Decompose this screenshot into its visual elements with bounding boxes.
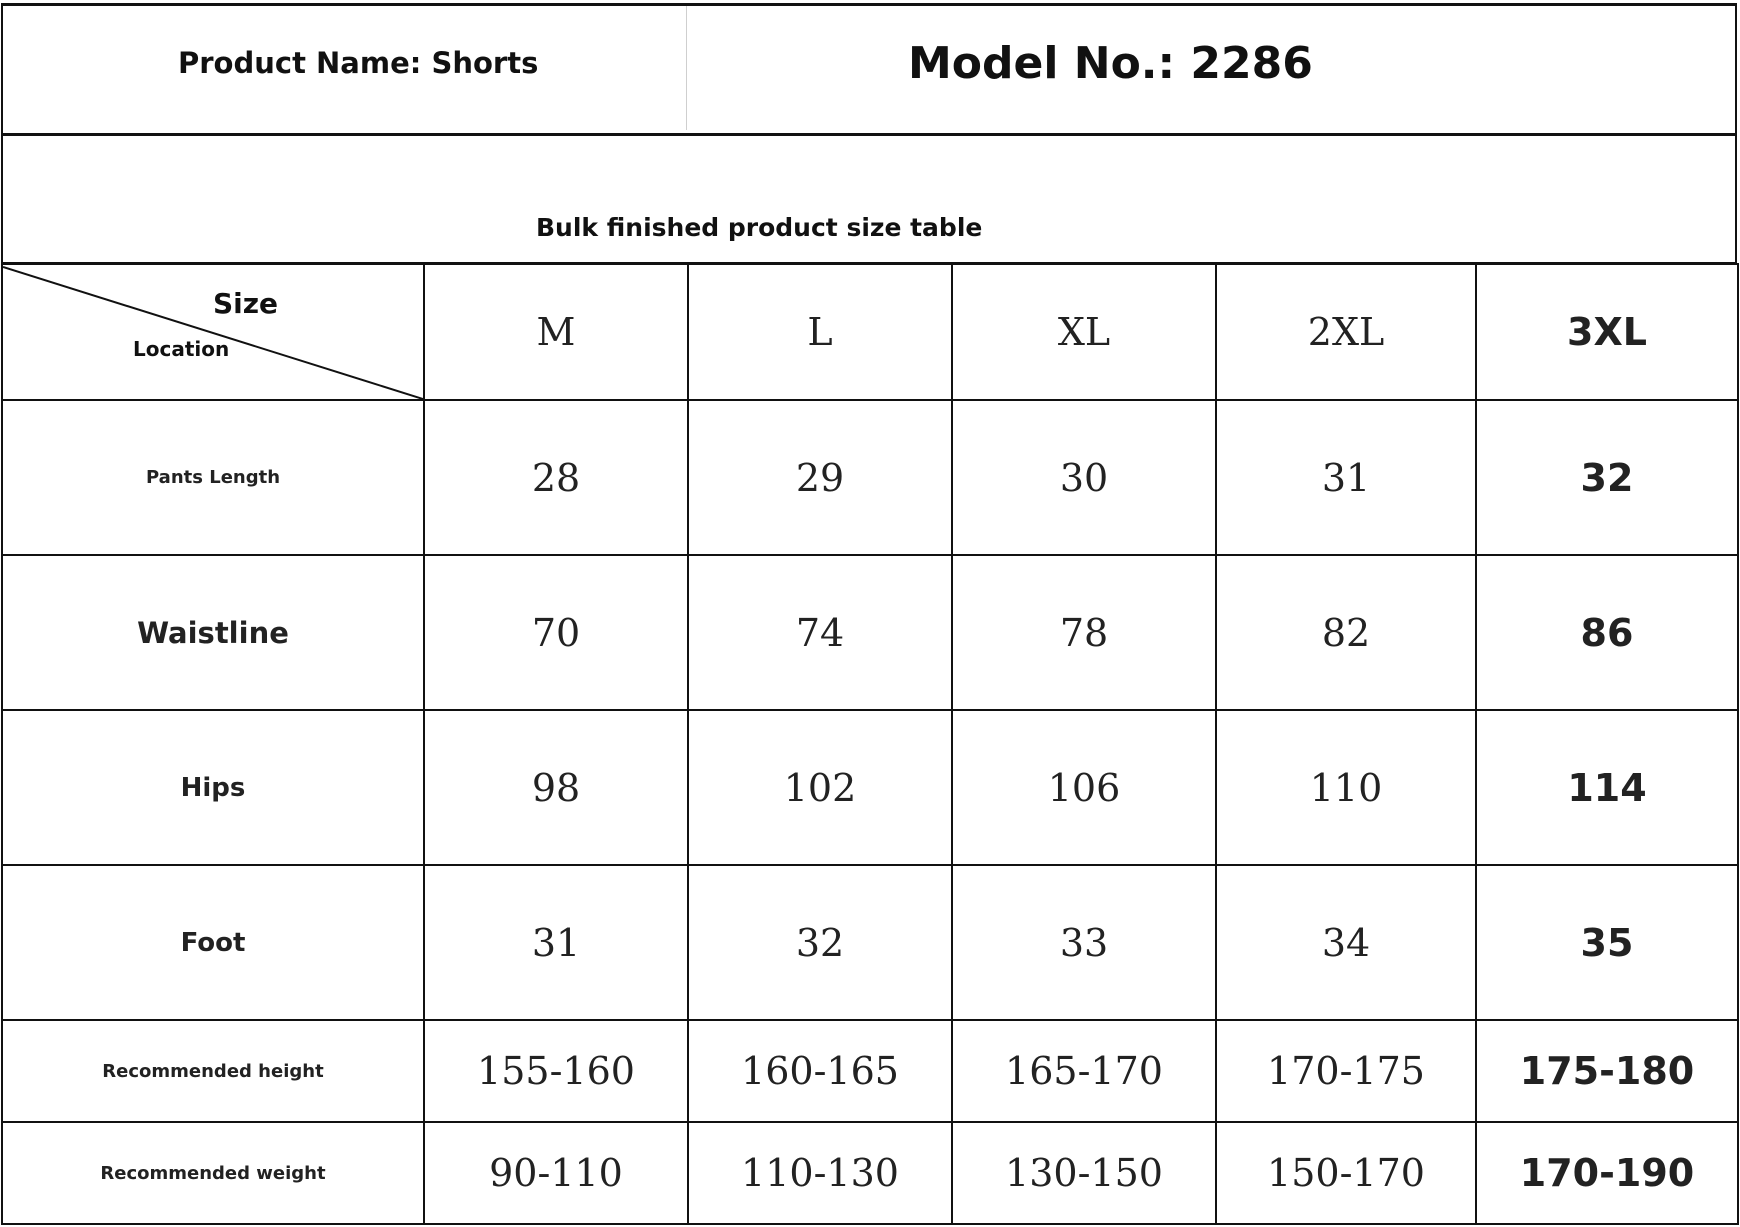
table-cell: 170-175: [1216, 1020, 1476, 1122]
table-row: [2, 865, 1738, 1020]
table-row: [2, 1122, 1738, 1224]
table-cell: 160-165: [688, 1020, 952, 1122]
table-cell: 110: [1216, 710, 1476, 865]
caption-row: [1, 133, 1737, 265]
table-cell: 150-170: [1216, 1122, 1476, 1224]
size-header-row: [2, 264, 1738, 400]
size-axis-label: Size: [213, 287, 279, 320]
table-cell: 32: [1476, 400, 1738, 555]
table-cell: 86: [1476, 555, 1738, 710]
table-cell: 98: [424, 710, 688, 865]
table-cell: 110-130: [688, 1122, 952, 1224]
row-label-recommended-weight: Recommended weight: [2, 1122, 424, 1224]
corner-cell: [2, 264, 424, 400]
table-cell: 78: [952, 555, 1216, 710]
table-cell: 170-190: [1476, 1122, 1738, 1224]
table-cell: 32: [688, 865, 952, 1020]
table-cell: 33: [952, 865, 1216, 1020]
table-cell: 74: [688, 555, 952, 710]
table-cell: 102: [688, 710, 952, 865]
table-caption: Bulk finished product size table: [536, 213, 983, 242]
table-cell: 31: [424, 865, 688, 1020]
title-divider: [686, 6, 687, 130]
model-number: Model No.: 2286: [908, 38, 1313, 89]
row-label-waistline: Waistline: [2, 555, 424, 710]
size-header-m: M: [424, 264, 688, 400]
table-cell: 70: [424, 555, 688, 710]
diagonal-divider: [3, 265, 423, 399]
table-row: [2, 400, 1738, 555]
table-cell: 34: [1216, 865, 1476, 1020]
table-row: [2, 1020, 1738, 1122]
size-header-3xl: 3XL: [1476, 264, 1738, 400]
table-cell: 106: [952, 710, 1216, 865]
table-cell: 114: [1476, 710, 1738, 865]
table-cell: 30: [952, 400, 1216, 555]
row-label-hips: Hips: [2, 710, 424, 865]
row-label-pants-length: Pants Length: [2, 400, 424, 555]
table-cell: 31: [1216, 400, 1476, 555]
size-table: [1, 263, 1739, 1225]
row-label-recommended-height: Recommended height: [2, 1020, 424, 1122]
table-cell: 82: [1216, 555, 1476, 710]
table-cell: 155-160: [424, 1020, 688, 1122]
table-cell: 90-110: [424, 1122, 688, 1224]
table-cell: 35: [1476, 865, 1738, 1020]
table-cell: 130-150: [952, 1122, 1216, 1224]
size-header-l: L: [688, 264, 952, 400]
table-cell: 28: [424, 400, 688, 555]
table-cell: 175-180: [1476, 1020, 1738, 1122]
table-cell: 165-170: [952, 1020, 1216, 1122]
location-axis-label: Location: [133, 337, 230, 361]
size-header-2xl: 2XL: [1216, 264, 1476, 400]
product-name: Product Name: Shorts: [178, 46, 539, 80]
table-row: [2, 710, 1738, 865]
row-label-foot: Foot: [2, 865, 424, 1020]
table-cell: 29: [688, 400, 952, 555]
table-row: [2, 555, 1738, 710]
size-header-xl: XL: [952, 264, 1216, 400]
